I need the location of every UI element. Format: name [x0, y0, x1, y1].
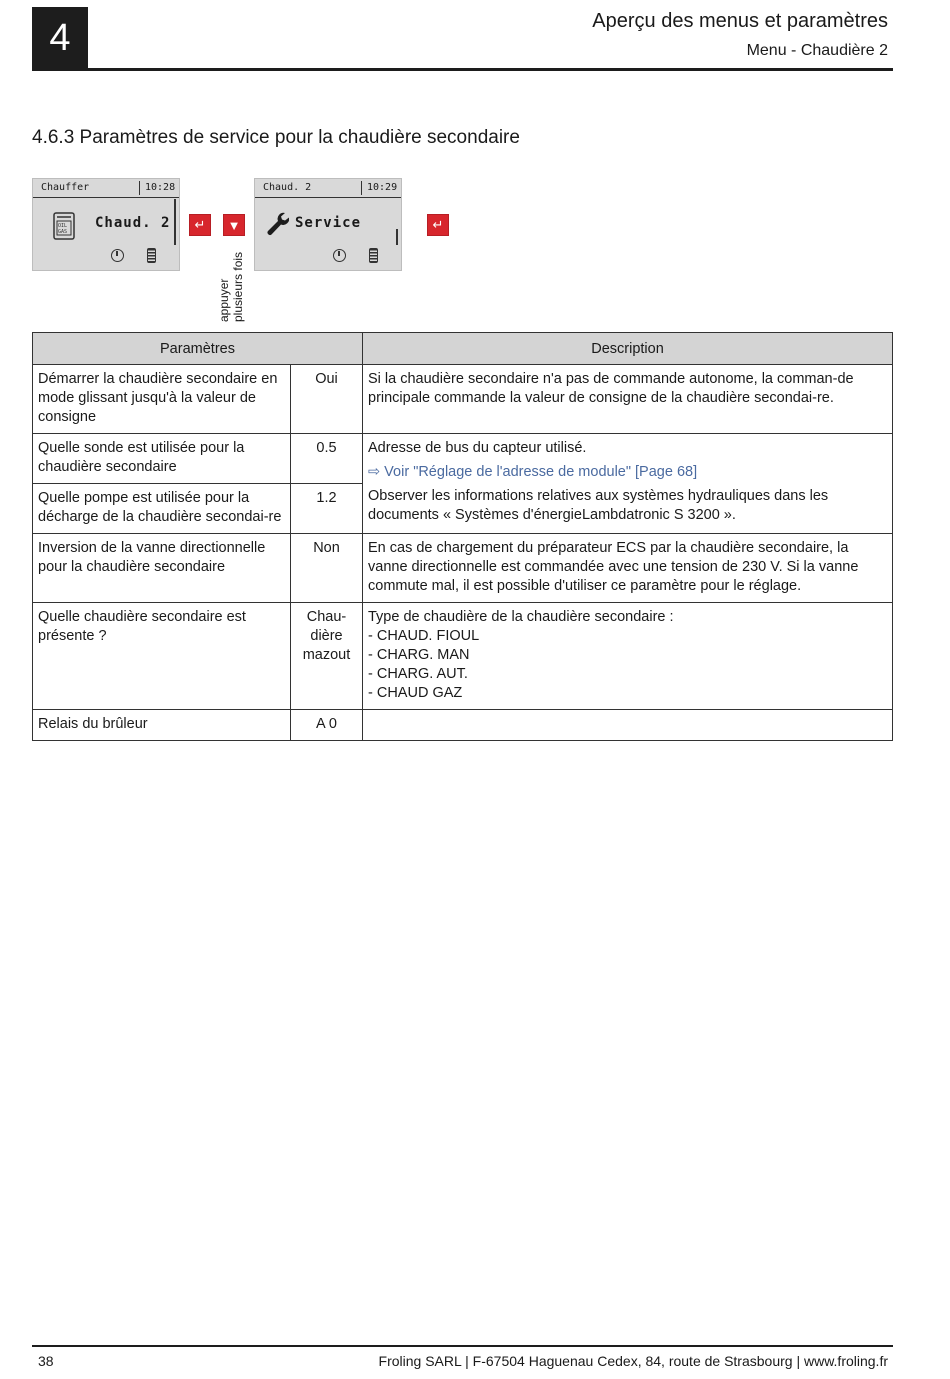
description-line: Type de chaudière de la chaudière secondaire :	[368, 609, 674, 625]
param-value: Chau-dière mazout	[291, 603, 363, 710]
oil-gas-boiler-icon	[53, 212, 75, 240]
param-value: 0.5	[291, 434, 363, 484]
page-number: 38	[38, 1353, 54, 1369]
screen-menu-label: Chaud. 2	[263, 182, 312, 193]
screen-topline	[33, 179, 179, 198]
svg-text:GAS: GAS	[58, 229, 68, 235]
header-divider	[32, 68, 893, 71]
enter-button-icon[interactable]: ↵	[189, 214, 211, 236]
press-note-line-2: plusieurs fois	[231, 251, 245, 322]
param-description	[363, 603, 893, 710]
param-name: Quelle sonde est utilisée pour la chaudière secondaire	[33, 434, 291, 484]
param-name: Relais du brûleur	[33, 710, 291, 741]
param-value: 1.2	[291, 484, 363, 534]
header-parameters: Paramètres	[33, 333, 363, 365]
topline-separator	[139, 181, 140, 195]
screen-menu-label: Chauffer	[41, 182, 90, 193]
header-description: Description	[363, 333, 893, 365]
param-description	[363, 710, 893, 741]
scroll-indicator	[174, 199, 176, 245]
module-address-link[interactable]: ⇨ Voir "Réglage de l'adresse de module" [Page 68]	[368, 464, 698, 480]
param-name: Démarrer la chaudière secondaire en mode glissant jusqu'à la valeur de consigne	[33, 365, 291, 434]
section-title: 4.6.3 Paramètres de service pour la chaudière secondaire	[32, 127, 520, 148]
buffer-level-icon	[147, 248, 156, 263]
param-name: Quelle chaudière secondaire est présente ?	[33, 603, 291, 710]
table-row	[33, 434, 893, 484]
topline-separator	[361, 181, 362, 195]
screen-time: 10:29	[367, 182, 398, 193]
chapter-number: 4	[32, 7, 88, 70]
table-row	[33, 710, 893, 741]
param-value: Oui	[291, 365, 363, 434]
page-title: Aperçu des menus et paramètres	[592, 10, 888, 32]
param-description: En cas de chargement du préparateur ECS par la chaudière secondaire, la vanne directionnelle est commandée avec une tension de 230 V. Si la vanne commute mal, il est possible d'utiliser ce paramètre pour le réglage.	[363, 534, 893, 603]
display-screen-chauffer	[32, 178, 180, 271]
down-arrow-button-icon[interactable]: ▼	[223, 214, 245, 236]
clock-icon	[111, 249, 124, 262]
clock-icon	[333, 249, 346, 262]
param-name: Inversion de la vanne directionnelle pour la chaudière secondaire	[33, 534, 291, 603]
param-description: Si la chaudière secondaire n'a pas de commande autonome, la comman-de principale commande la valeur de consigne de la chaudière secondai-re.	[363, 365, 893, 434]
enter-button-icon[interactable]: ↵	[427, 214, 449, 236]
press-note-line-1: appuyer	[217, 278, 231, 322]
table-header-row	[33, 333, 893, 365]
description-text: Adresse de bus du capteur utilisé.	[368, 440, 587, 456]
screen-main-label: Chaud. 2	[95, 215, 171, 231]
table-row	[33, 603, 893, 710]
description-line: - CHARG. AUT.	[368, 666, 468, 682]
footer-divider	[32, 1345, 893, 1347]
param-value: Non	[291, 534, 363, 603]
screen-topline	[255, 179, 401, 198]
scroll-indicator	[396, 229, 398, 245]
param-name: Quelle pompe est utilisée pour la décharge de la chaudière secondai-re	[33, 484, 291, 534]
screen-main-label: Service	[295, 215, 362, 231]
param-value: A 0	[291, 710, 363, 741]
description-line: - CHAUD. FIOUL	[368, 628, 480, 644]
footer-company: Froling SARL | F-67504 Haguenau Cedex, 84, route de Strasbourg | www.froling.fr	[378, 1353, 888, 1369]
parameters-table	[32, 332, 893, 741]
page-subtitle: Menu - Chaudière 2	[746, 42, 888, 59]
press-several-times-note	[217, 252, 245, 322]
screen-time: 10:28	[145, 182, 176, 193]
table-row	[33, 534, 893, 603]
table-row	[33, 365, 893, 434]
param-description	[363, 434, 893, 534]
description-line: - CHARG. MAN	[368, 647, 470, 663]
display-screen-service	[254, 178, 402, 271]
description-line: - CHAUD GAZ	[368, 685, 463, 701]
wrench-icon	[265, 211, 289, 237]
svg-text:OIL: OIL	[58, 223, 68, 229]
buffer-level-icon	[369, 248, 378, 263]
description-extra-text: Observer les informations relatives aux systèmes hydrauliques dans les documents « Systèmes d'énergieLambdatronic S 3200 ».	[368, 488, 829, 523]
